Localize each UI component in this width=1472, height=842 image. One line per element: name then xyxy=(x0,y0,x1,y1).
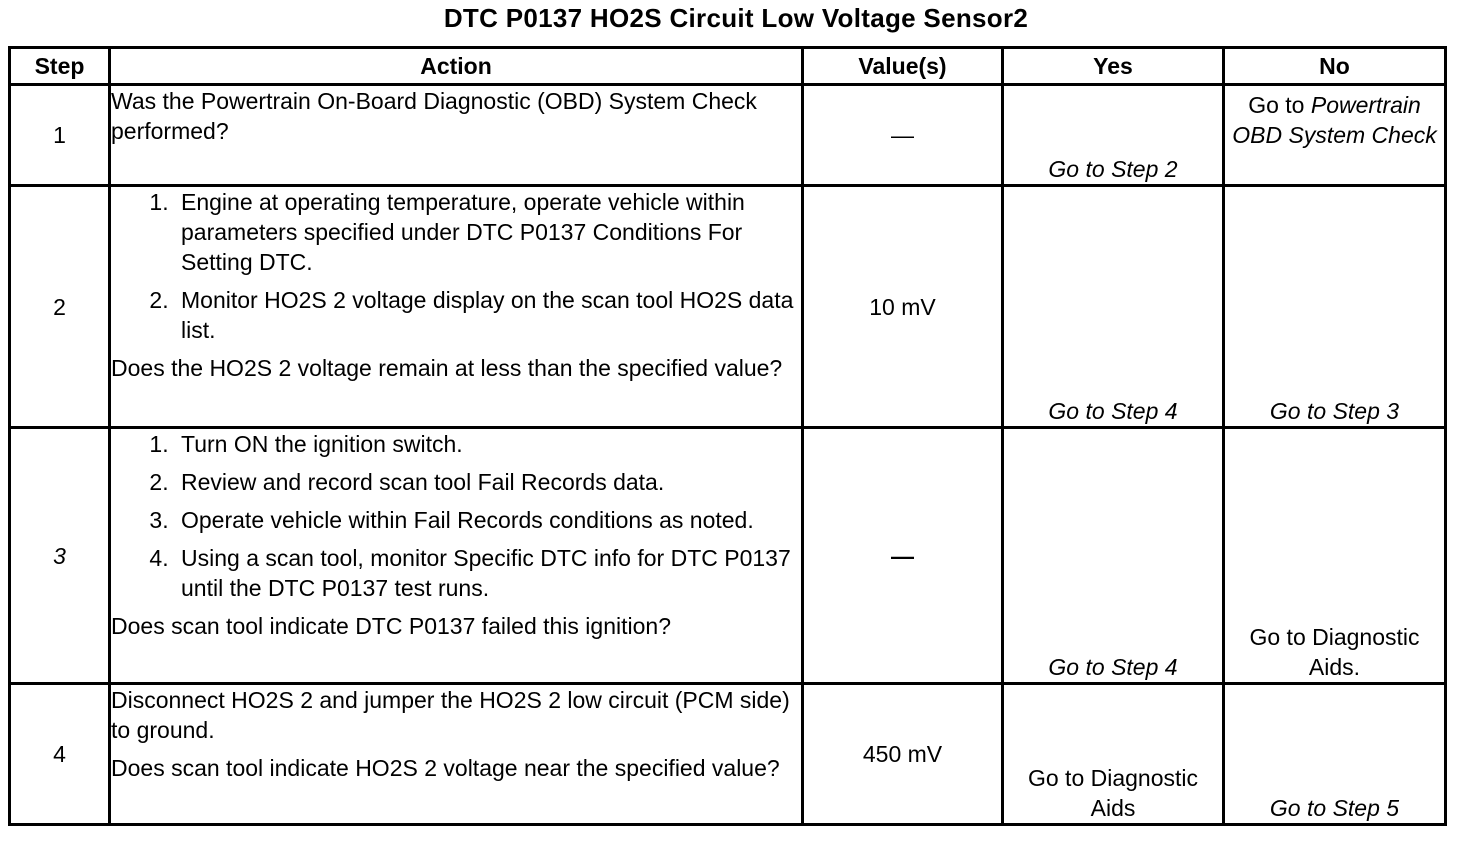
procedure-step: 3. Operate vehicle within Fail Records conditions as noted. xyxy=(175,505,801,535)
procedure-list xyxy=(111,187,801,345)
value-cell xyxy=(803,85,1003,186)
procedure-step: 2. Monitor HO2S 2 voltage display on the scan tool HO2S data list. xyxy=(175,285,801,345)
procedure-step: 4. Using a scan tool, monitor Specific DTC info for DTC P0137 until the DTC P0137 test runs. xyxy=(175,543,801,603)
step-number: 3 xyxy=(10,428,110,684)
header-step: Step xyxy=(10,48,110,85)
step-number: 1 xyxy=(10,85,110,186)
table-header-row xyxy=(10,48,1446,85)
value-text: 450 mV xyxy=(862,741,943,767)
action-cell xyxy=(110,186,803,428)
value-text: 10 mV xyxy=(869,293,936,320)
yes-cell: Go to Step 2 xyxy=(1003,85,1224,186)
procedure-list xyxy=(111,429,801,603)
value-cell xyxy=(803,684,1003,825)
table-row xyxy=(10,186,1446,428)
table-row xyxy=(10,428,1446,684)
no-link: Powertrain OBD System Check xyxy=(1232,92,1437,148)
question-text: Does the HO2S 2 voltage remain at less than the specified value? xyxy=(111,355,783,381)
action-cell xyxy=(110,684,803,825)
yes-cell: Go to Step 4 xyxy=(1003,186,1224,428)
table-row xyxy=(10,85,1446,186)
procedure-step: 1. Engine at operating temperature, operate vehicle within parameters specified under DTC P0137 Conditions For Setting DTC. xyxy=(175,187,801,277)
value-text: — xyxy=(891,542,914,569)
yes-cell: Go to Diagnostic Aids xyxy=(1003,684,1224,825)
step-number: 2 xyxy=(10,186,110,428)
value-cell xyxy=(803,428,1003,684)
procedure-step: 1. Turn ON the ignition switch. xyxy=(175,429,801,459)
no-prefix: Go to xyxy=(1248,92,1305,118)
action-cell xyxy=(110,85,803,186)
no-cell: Go to Diagnostic Aids. xyxy=(1224,428,1446,684)
action-text: Disconnect HO2S 2 and jumper the HO2S 2 low circuit (PCM side) to ground. xyxy=(111,687,790,743)
action-cell xyxy=(110,428,803,684)
header-values: Value(s) xyxy=(803,48,1003,85)
no-cell: Go to Step 3 xyxy=(1224,186,1446,428)
page-title: DTC P0137 HO2S Circuit Low Voltage Sensor2 xyxy=(443,3,1029,33)
header-yes: Yes xyxy=(1003,48,1224,85)
table-row xyxy=(10,684,1446,825)
header-no: No xyxy=(1224,48,1446,85)
no-cell xyxy=(1224,85,1446,186)
step-number: 4 xyxy=(10,684,110,825)
value-cell xyxy=(803,186,1003,428)
question-text: Does scan tool indicate HO2S 2 voltage near the specified value? xyxy=(111,755,780,781)
question-text: Does scan tool indicate DTC P0137 failed this ignition? xyxy=(111,613,671,639)
action-text: Was the Powertrain On-Board Diagnostic (OBD) System Check performed? xyxy=(111,88,757,144)
value-text: — xyxy=(891,122,914,148)
header-action: Action xyxy=(110,48,803,85)
yes-cell: Go to Step 4 xyxy=(1003,428,1224,684)
procedure-step: 2. Review and record scan tool Fail Records data. xyxy=(175,467,801,497)
diagnostic-table xyxy=(8,46,1447,826)
no-cell: Go to Step 5 xyxy=(1224,684,1446,825)
